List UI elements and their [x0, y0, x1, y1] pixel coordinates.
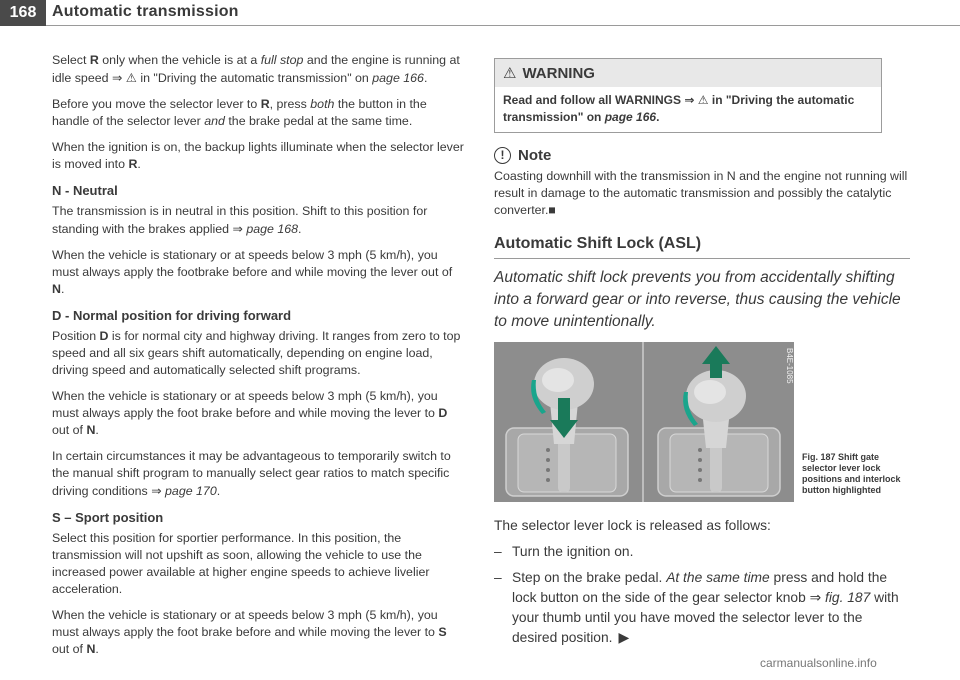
- heading-neutral: N - Neutral: [52, 183, 118, 198]
- paragraph-neutral-1: The transmission is in neutral in this position. Shift to this position for standing with the brakes applied ⇒ page 168.: [52, 204, 428, 236]
- paragraph-before-move: Before you move the selector lever to R, press both the button in the handle of the selector lever and the brake pedal at the same time.: [52, 97, 427, 128]
- continue-arrow-icon: ▶: [618, 630, 630, 646]
- arrow-icon: ⇒: [684, 93, 695, 107]
- arrow-icon: ⇒: [232, 221, 243, 236]
- section-intro: Automatic shift lock prevents you from accidentally shifting into a forward gear or into reverse, thus causing the vehicle to move unintentionally.: [494, 269, 901, 330]
- left-column: [52, 52, 466, 667]
- paragraph-neutral-2: When the vehicle is stationary or at speeds below 3 mph (5 km/h), you must always apply the footbrake before and while moving the lever out of N.: [52, 248, 453, 296]
- heading-sport: S – Sport position: [52, 510, 164, 525]
- warning-box: [494, 58, 882, 133]
- page-number: 168: [0, 0, 46, 26]
- warning-body: Read and follow all WARNINGS ⇒ ⚠ in "Driving the automatic transmission" on page 166.: [503, 93, 855, 124]
- note-text: Coasting downhill with the transmission in N and the engine not running will result in damage to the automatic transmission and possibly the catalytic converter.■: [494, 169, 908, 217]
- arrow-icon: ⇒: [151, 483, 162, 498]
- note-header: [494, 147, 910, 164]
- release-intro: The selector lever lock is released as follows:: [494, 518, 771, 533]
- section-title: Automatic Shift Lock (ASL): [494, 235, 702, 252]
- figure-caption: Fig. 187 Shift gate selector lever lock positions and interlock button highlighted: [802, 452, 901, 495]
- shift-lock-illustration: [494, 342, 794, 502]
- warning-icon: ⚠: [697, 93, 709, 107]
- page-header: [0, 0, 960, 30]
- paragraph-drive-1: Position D is for normal city and highway driving. It ranges from zero to top speed and all six gears shift automatically, depending on engine load, driving speed and automatically selected shift programs.: [52, 329, 461, 377]
- paragraph-drive-2: When the vehicle is stationary or at speeds below 3 mph (5 km/h), you must always apply the foot brake before and while moving the lever to D out of N.: [52, 389, 448, 437]
- warning-icon: ⚠: [125, 70, 137, 85]
- arrow-icon: ⇒: [809, 590, 822, 606]
- page-link-166[interactable]: page 166: [372, 71, 424, 85]
- release-instructions: [494, 516, 910, 648]
- warning-triangle-icon: ⚠: [503, 64, 517, 82]
- figure-code: B4E-1085: [785, 348, 794, 384]
- arrow-icon: ⇒: [111, 70, 123, 85]
- paragraph-drive-3: In certain circumstances it may be advantageous to temporarily switch to the manual shift program to manually select gear ratios to match specific driving conditions ⇒ page 170.: [52, 449, 451, 498]
- step-item: – Step on the brake pedal. At the same time press and hold the lock button on the side of the gear selector knob ⇒ fig. 187 with your thumb until you have moved the selector lever to the desired position. ▶: [494, 568, 910, 648]
- figure-row: [494, 342, 910, 502]
- paragraph-backup-lights: When the ignition is on, the backup lights illuminate when the selector lever is moved into R.: [52, 140, 464, 171]
- heading-drive: D - Normal position for driving forward: [52, 308, 292, 323]
- paragraph-sport-1: Select this position for sportier performance. In this position, the transmission will not upshift as soon, allowing the vehicle to use the increased power available at higher engine speeds to achieve livelier acceleration.: [52, 531, 430, 596]
- page-link-168[interactable]: page 168: [246, 222, 299, 236]
- chapter-title: Automatic transmission: [52, 3, 239, 20]
- release-steps: [494, 542, 910, 648]
- paragraph-select-r: Select R only when the vehicle is at a full stop and the engine is running at idle speed ⇒ ⚠ in "Driving the automatic transmission" on page 166.: [52, 53, 460, 85]
- header-rule: [46, 25, 960, 26]
- warning-title: WARNING: [522, 65, 595, 82]
- note-icon: !: [494, 147, 511, 164]
- figure-link-187[interactable]: fig. 187: [825, 590, 871, 605]
- page-link-166[interactable]: page 166: [604, 110, 657, 124]
- watermark: carmanualsonline.info: [760, 656, 877, 670]
- page-link-170[interactable]: page 170: [165, 484, 217, 498]
- shift-lock-figure: [494, 342, 794, 502]
- right-column: [494, 58, 910, 654]
- step-item: – Turn the ignition on.: [494, 542, 910, 562]
- end-mark: ■: [548, 203, 556, 217]
- note-title: Note: [518, 147, 552, 164]
- paragraph-sport-2: When the vehicle is stationary or at speeds below 3 mph (5 km/h), you must always apply the foot brake before and while moving the lever to S out of N.: [52, 608, 447, 656]
- section-rule: [494, 258, 910, 259]
- warning-header: [495, 59, 881, 87]
